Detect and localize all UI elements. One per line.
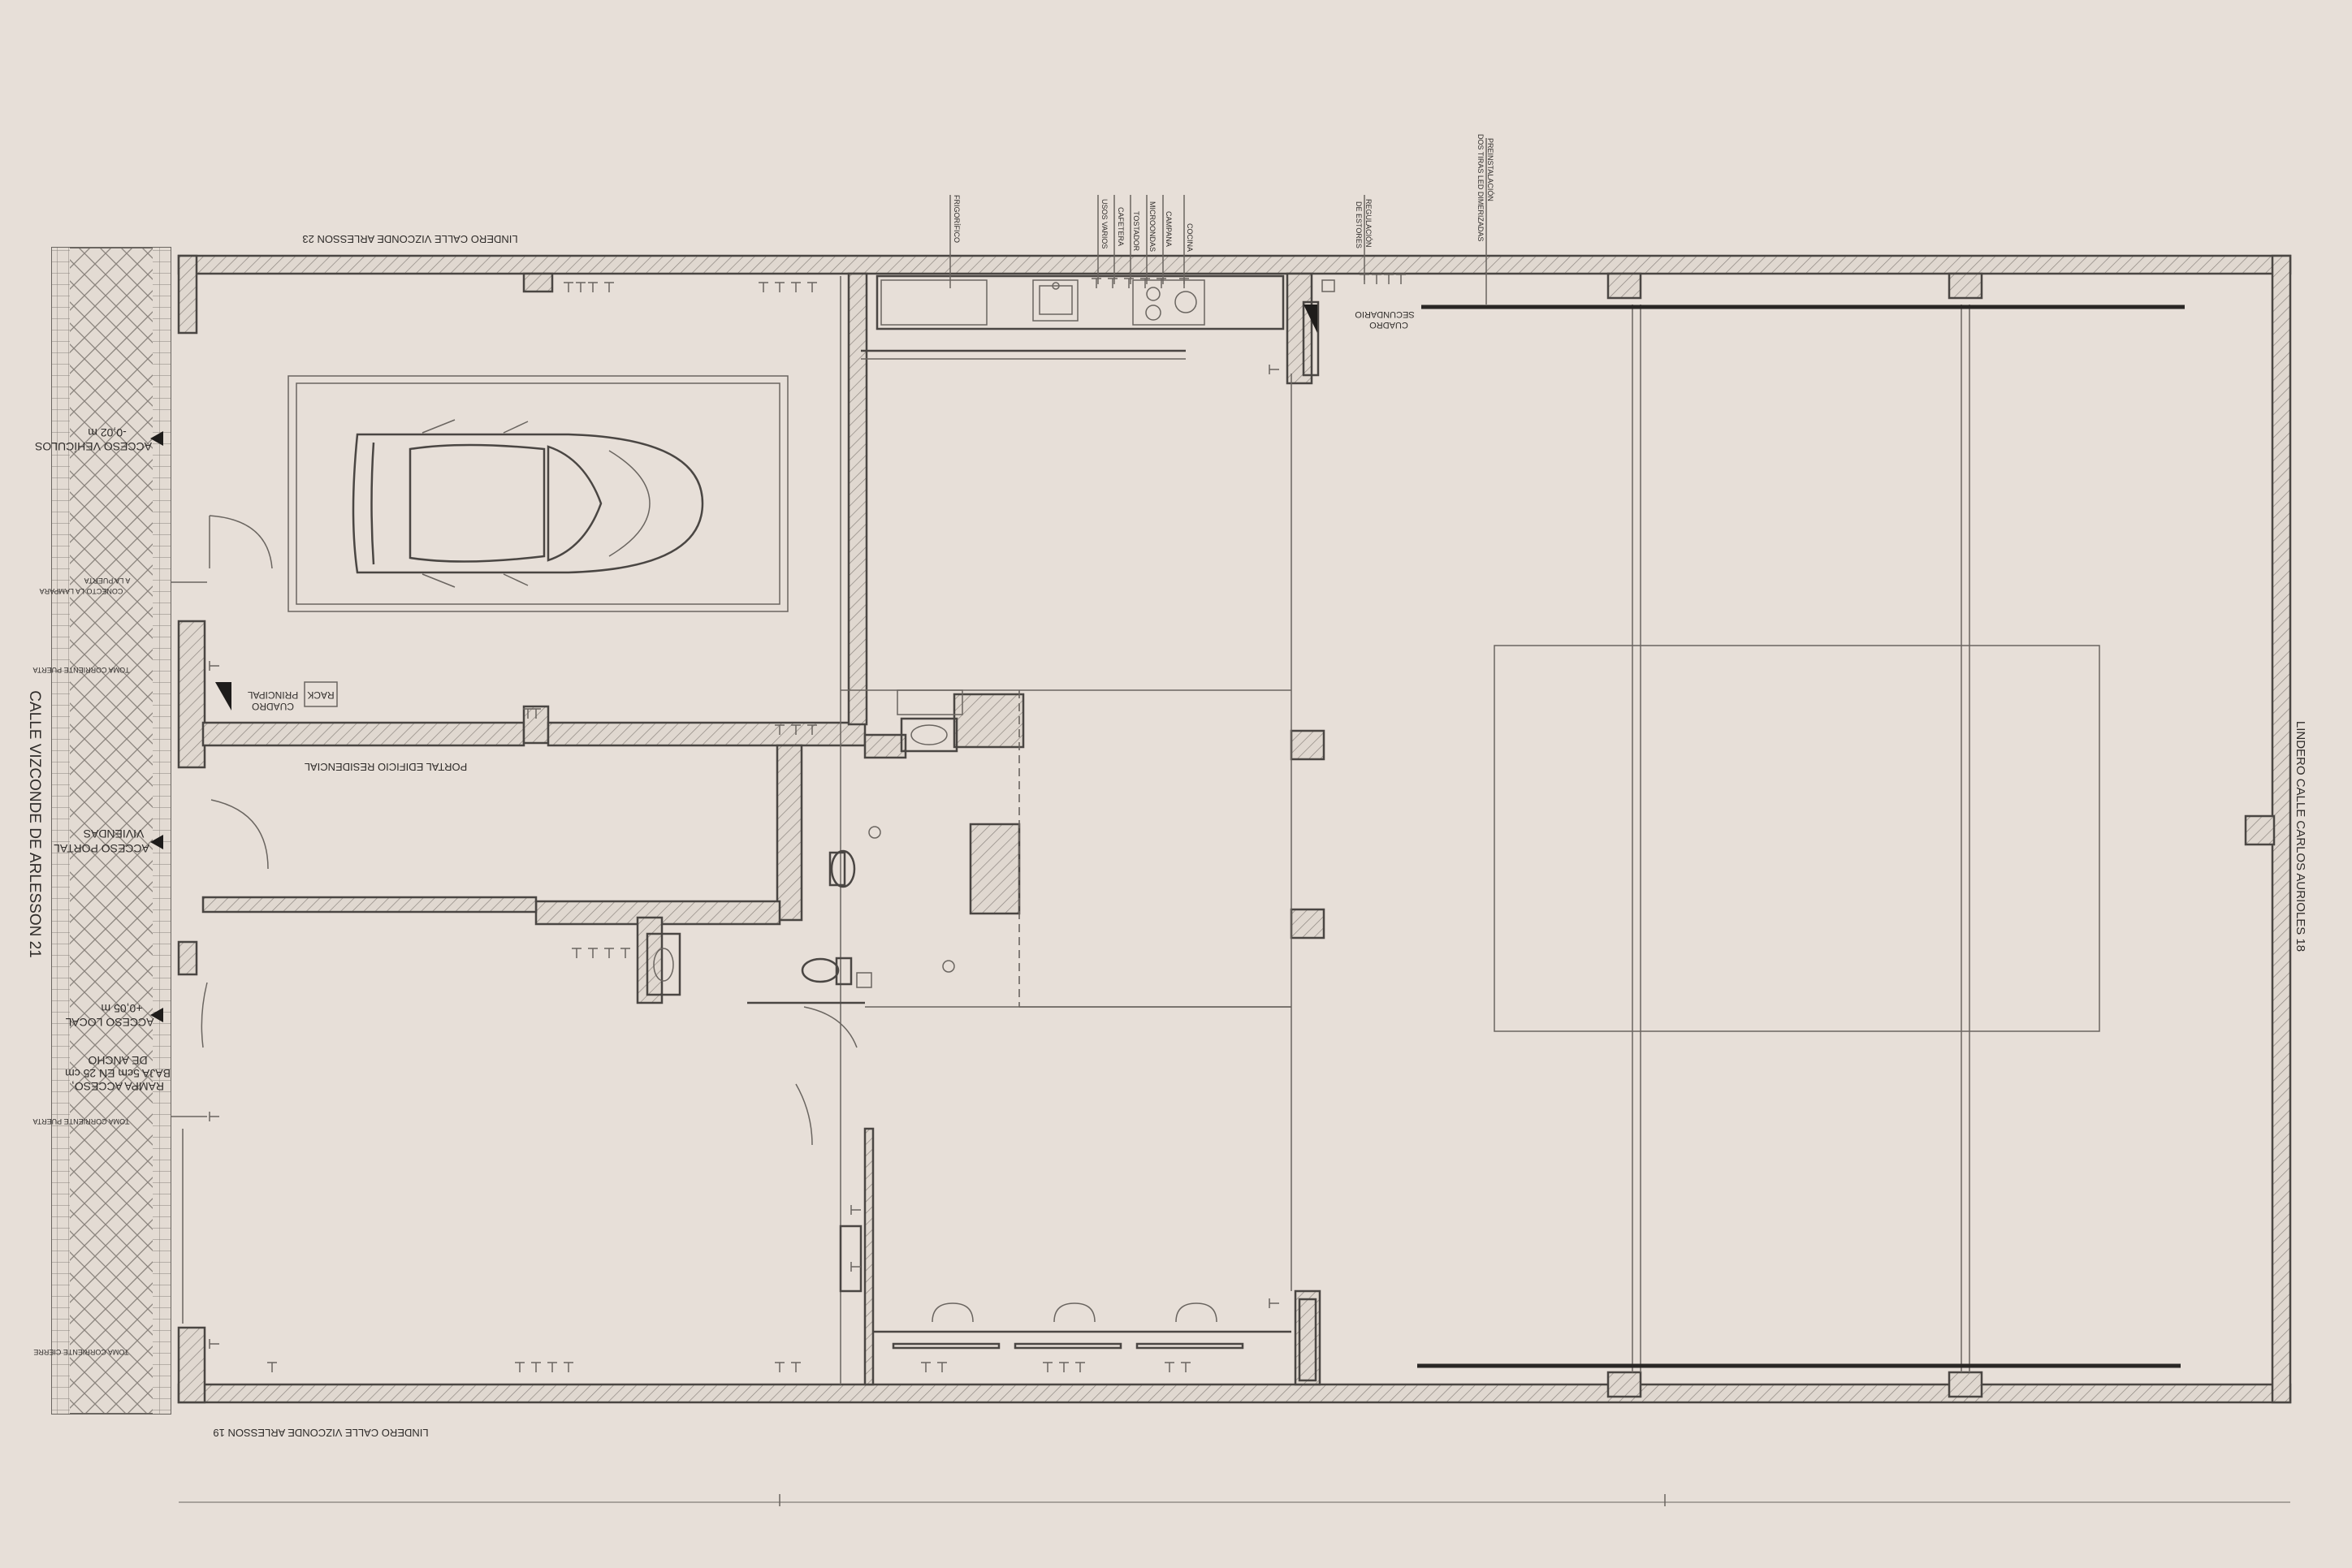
rampa-label-2: BAJA 5cm EN 25 cm <box>65 1067 171 1080</box>
street-label: CALLE VIZCONDE DE ARLESSON 21 <box>26 690 43 958</box>
estores-label-2: DE ESTORES <box>1355 201 1363 248</box>
preinstalacion-label-2: DOS TIRAS LED DIMERIZADAS <box>1476 134 1485 242</box>
cuadro-secundario-label-2: SECUNDARIO <box>1355 309 1415 319</box>
portal-edificio-label: PORTAL EDIFICIO RESIDENCIAL <box>304 761 468 773</box>
electrical-symbols <box>210 274 1406 1372</box>
frigorifico-label: FRIGORÍFICO <box>953 195 961 243</box>
interior-walls <box>203 274 2274 1397</box>
campana-label: CAMPANA <box>1165 211 1173 247</box>
exterior-walls <box>179 256 2290 1402</box>
acceso-local-level: +0,05 m <box>101 1002 143 1015</box>
rack-label: RACK <box>307 689 335 701</box>
acceso-portal-label: ACCESO PORTAL <box>54 842 149 855</box>
cuadro-secundario-label-1: CUADRO <box>1369 320 1408 330</box>
acceso-vehiculos-level: -0,02 m <box>88 426 127 439</box>
lindero-top-label: LINDERO CALLE VIZCONDE ARLESSON 23 <box>302 233 518 245</box>
lindero-right-label: LINDERO CALLE CARLOS AURIOLES 18 <box>2294 720 2307 952</box>
tostador-label: TOSTADOR <box>1132 211 1140 252</box>
rampa-label-3: DE ANCHO <box>88 1054 148 1067</box>
lindero-bottom-label: LINDERO CALLE VIZCONDE ARLESSON 19 <box>213 1427 429 1439</box>
toma-puerta-label-1: TOMA CORRIENTE PUERTA <box>32 666 130 674</box>
usos-varios-label: USOS VARIOS <box>1100 199 1109 249</box>
kitchen-counter <box>861 276 1283 359</box>
callout-leaders <box>171 138 2290 1506</box>
rampa-label-1: RAMPA ACCESO, <box>71 1080 165 1093</box>
cocina-label: COCINA <box>1186 223 1194 253</box>
acceso-vehiculos-label: ACCESO VEHÍCULOS <box>35 440 152 453</box>
cafetera-label: CAFETERA <box>1117 207 1125 247</box>
car-icon <box>353 420 703 587</box>
office-desks <box>841 302 1318 1380</box>
toma-puerta-label-2: TOMA CORRIENTE PUERTA <box>32 1117 130 1125</box>
cuadro-principal-label-1: CUADRO <box>251 701 295 712</box>
layout-guides <box>841 276 2185 1384</box>
preinstalacion-label-1: PREINSTALACIÓN <box>1486 138 1494 201</box>
cuadro-principal-label-2: PRINCIPAL <box>247 689 299 701</box>
parking-bay <box>288 376 788 611</box>
conecto-label-2: A LA PUERTA <box>84 577 131 585</box>
toma-cierre-label: TOMA CORRIENTE CIERRE <box>33 1348 129 1356</box>
acceso-portal-sub: VIVIENDAS <box>83 827 145 840</box>
conecto-label-1: CONECTO LA LAMPARA <box>39 587 123 595</box>
acceso-local-label: ACCESO LOCAL <box>65 1016 154 1029</box>
estores-label-1: REGULACIÓN <box>1364 199 1373 248</box>
microondas-label: MICROONDAS <box>1148 201 1157 253</box>
